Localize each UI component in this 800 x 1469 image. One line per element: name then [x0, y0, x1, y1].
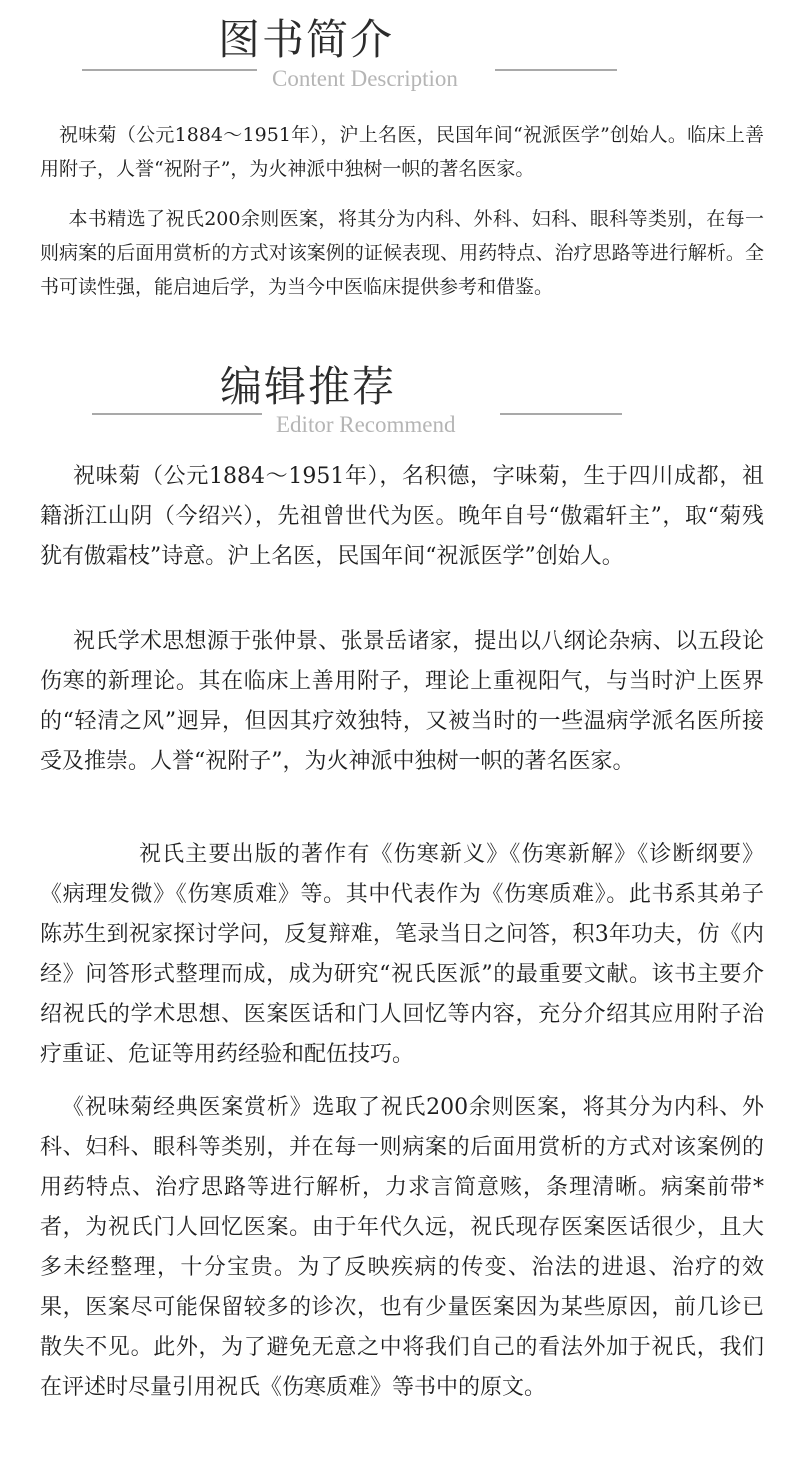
header-right-line — [500, 413, 622, 415]
intro-paragraph-1: 祝味菊（公元1884～1951年），沪上名医，民国年间“祝派医学”创始人。临床上善用附子，人誉“祝附子”，为火神派中独树一帜的著名医家。 — [40, 124, 764, 180]
header-left-line — [82, 69, 257, 71]
section-title-en: Editor Recommend — [276, 412, 456, 437]
recommend-paragraph-2: 祝氏学术思想源于张仲景、张景岳诸家，提出以八纲论杂病、以五段论伤寒的新理论。其在临床上善用附子，理论上重视阳气，与当时沪上医界的“轻清之风”迥异，但因其疗效独特，又被当时的一些温病学派名医所接受及推崇。人誉“祝附子”，为火神派中独树一帜的著名医家。 — [40, 629, 764, 774]
section-title-cn: 编辑推荐 — [220, 362, 397, 411]
section-title-cn: 图书简介 — [218, 15, 395, 64]
recommend-paragraph-4: 《祝味菊经典医案赏析》选取了祝氏200余则医案，将其分为内科、外科、妇科、眼科等类别，并在每一则病案的后面用赏析的方式对该案例的用药特点、治疗思路等进行解析，力求言简意赅，条理清晰。病案前带*者，为祝氏门人回忆医案。由于年代久远，祝氏现存医案医话很少，且大多未经整理，十分宝贵。为了反映疾病的传变、治法的进退、治疗的效果，医案尽可能保留较多的诊次，也有少量医案因为某些原因，前几诊已散失不见。此外，为了避免无意之中将我们自己的看法外加于祝氏，我们在评述时尽量引用祝氏《伤寒质难》等书中的原文。 — [40, 1095, 764, 1400]
header-right-line — [495, 69, 617, 71]
header-left-line — [92, 413, 262, 415]
recommend-paragraph-1: 祝味菊（公元1884～1951年），名积德，字味菊，生于四川成都，祖籍浙江山阴（今绍兴），先祖曾世代为医。晚年自号“傲霜轩主”，取“菊残犹有傲霜枝”诗意。沪上名医，民国年间“祝派医学”创始人。 — [40, 464, 764, 569]
intro-paragraph-2: 本书精选了祝氏200余则医案，将其分为内科、外科、妇科、眼科等类别，在每一则病案的后面用赏析的方式对该案例的证候表现、用药特点、治疗思路等进行解析。全书可读性强，能启迪后学，为当今中医临床提供参考和借鉴。 — [40, 208, 764, 298]
section-title-en: Content Description — [272, 66, 458, 91]
recommend-paragraph-3: 祝氏主要出版的著作有《伤寒新义》《伤寒新解》《诊断纲要》《病理发微》《伤寒质难》等。其中代表作为《伤寒质难》。此书系其弟子陈苏生到祝家探讨学问，反复辩难，笔录当日之问答，积3年功夫，仿《内经》问答形式整理而成，成为研究“祝氏医派”的最重要文献。该书主要介绍祝氏的学术思想、医案医话和门人回忆等内容，充分介绍其应用附子治疗重证、危证等用药经验和配伍技巧。 — [40, 842, 764, 1067]
